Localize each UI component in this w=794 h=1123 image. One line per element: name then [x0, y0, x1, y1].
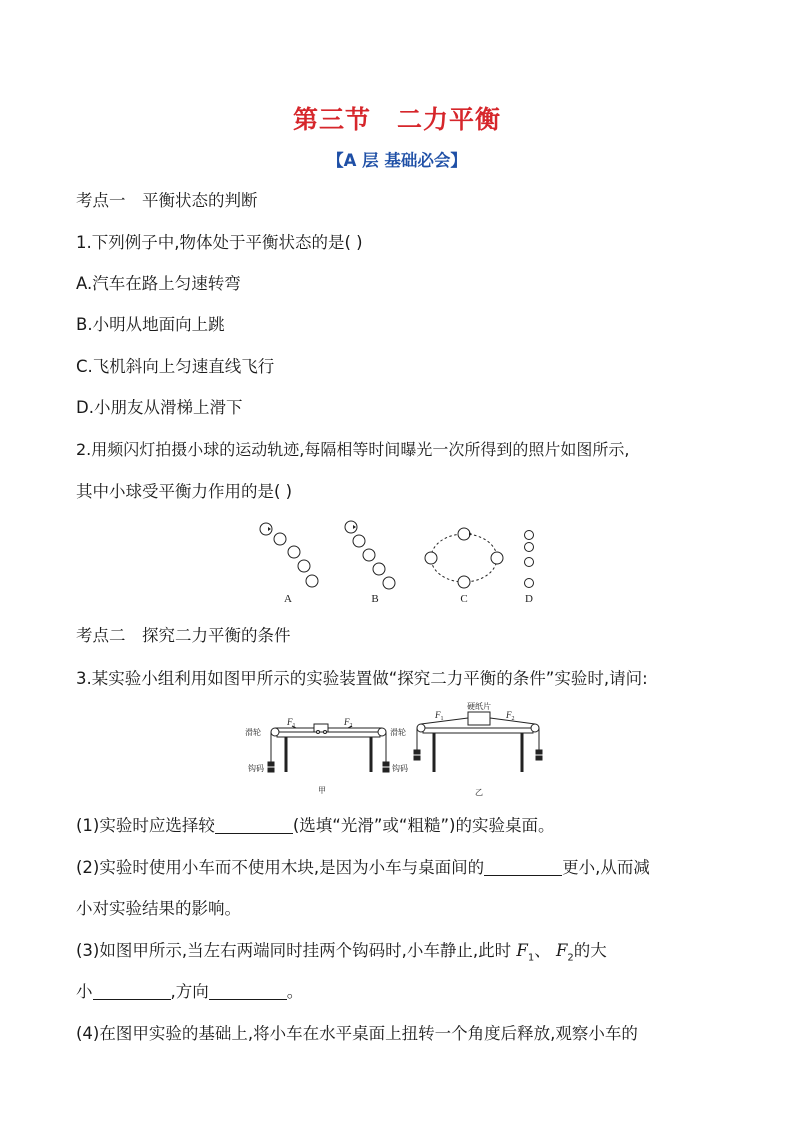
q3-part2-cont: 小对实验结果的影响。	[76, 899, 241, 918]
q3-p3-tail: 的大	[573, 941, 607, 960]
force2-label: $F_2$	[344, 717, 353, 729]
q3-f2: F	[555, 941, 568, 960]
q3-part4: (4)在图甲实验的基础上,将小车在水平桌面上扭转一个角度后释放,观察小车的	[76, 1024, 638, 1043]
pulley-label-right: 滑轮	[390, 728, 406, 737]
weight-label-left: 钩码	[248, 764, 264, 773]
q2-stem-line1	[76, 439, 717, 461]
pulley-label-left: 滑轮	[245, 728, 261, 737]
caption-yi: 乙	[475, 788, 483, 797]
q3-p1-text-a: (1)实验时应选择较	[76, 816, 215, 835]
q3-p2-blank[interactable]	[484, 859, 562, 876]
q3-f1: F	[516, 941, 528, 960]
force1-label: $F_1$	[287, 717, 296, 729]
q2-stem-text: 2.用频闪灯拍摄小球的运动轨迹,每隔相等时间曝光一次所得到的照片如图所示,	[76, 440, 630, 459]
q3-p1-blank[interactable]	[215, 817, 293, 834]
force1-label-yi: $F_1$	[435, 710, 444, 722]
q3-p2-text-a: (2)实验时使用小车而不使用木块,是因为小车与桌面间的	[76, 858, 485, 877]
q3-part2	[76, 857, 650, 879]
trajectory-c	[425, 528, 503, 588]
q1-stem: 1.下列例子中,物体处于平衡状态的是( )	[76, 233, 363, 252]
q3-p1-text-b: (选填“光滑”或“粗糙”)的实验桌面。	[292, 816, 555, 835]
label-d: D	[525, 593, 533, 605]
weight-label-right: 钩码	[392, 764, 408, 773]
q1-option-a: A.汽车在路上匀速转弯	[76, 274, 241, 293]
q2-stem-line2: 其中小球受平衡力作用的是( )	[76, 482, 293, 501]
q3-p3-text-e: 。	[286, 982, 304, 1001]
q1-option-b: B.小明从地面向上跳	[76, 315, 225, 334]
label-b: B	[371, 593, 379, 605]
trajectory-b	[345, 521, 395, 589]
q3-part1	[76, 815, 554, 837]
trajectory-d	[525, 531, 534, 588]
q3-p3-text-d: ,方向	[170, 982, 209, 1001]
page-title: 第三节 二力平衡	[292, 105, 501, 134]
q3-part3-cont	[76, 981, 303, 1003]
q2-figure	[250, 515, 550, 607]
q3-p2-text-b: 更小,从而减	[562, 858, 650, 877]
q3-sep: 、	[534, 941, 551, 960]
q3-part3: (3)如图甲所示,当左右两端同时挂两个钩码时,小车静止,此时 $F_1$、 $F_2$的大	[76, 941, 607, 964]
q3-stem: 3.某实验小组利用如图甲所示的实验装置做“探究二力平衡的条件”实验时,请问:	[76, 669, 648, 688]
apparatus-jia	[268, 724, 389, 772]
apparatus-yi	[414, 712, 542, 772]
section2-heading: 考点二 探究二力平衡的条件	[76, 626, 291, 645]
q1-option-c: C.飞机斜向上匀速直线飞行	[76, 357, 275, 376]
card-label: 硬纸片	[467, 702, 491, 711]
q3-p3-text-a: (3)如图甲所示,当左右两端同时挂两个钩码时,小车静止,此时	[76, 941, 512, 960]
label-c: C	[460, 593, 468, 605]
force2-label-yi: $F_2$	[506, 710, 515, 722]
caption-jia: 甲	[318, 786, 326, 795]
q3-p3-blank1[interactable]	[93, 983, 171, 1000]
q3-p3-blank2[interactable]	[209, 983, 287, 1000]
q1-option-d: D.小朋友从滑梯上滑下	[76, 398, 243, 417]
q3-p3-text-c: 小	[76, 982, 93, 1001]
trajectory-a	[260, 523, 318, 587]
level-label: 【A 层 基础必会】	[327, 151, 467, 170]
q3-figure	[240, 700, 550, 800]
label-a: A	[284, 593, 292, 605]
section1-heading: 考点一 平衡状态的判断	[76, 191, 258, 210]
